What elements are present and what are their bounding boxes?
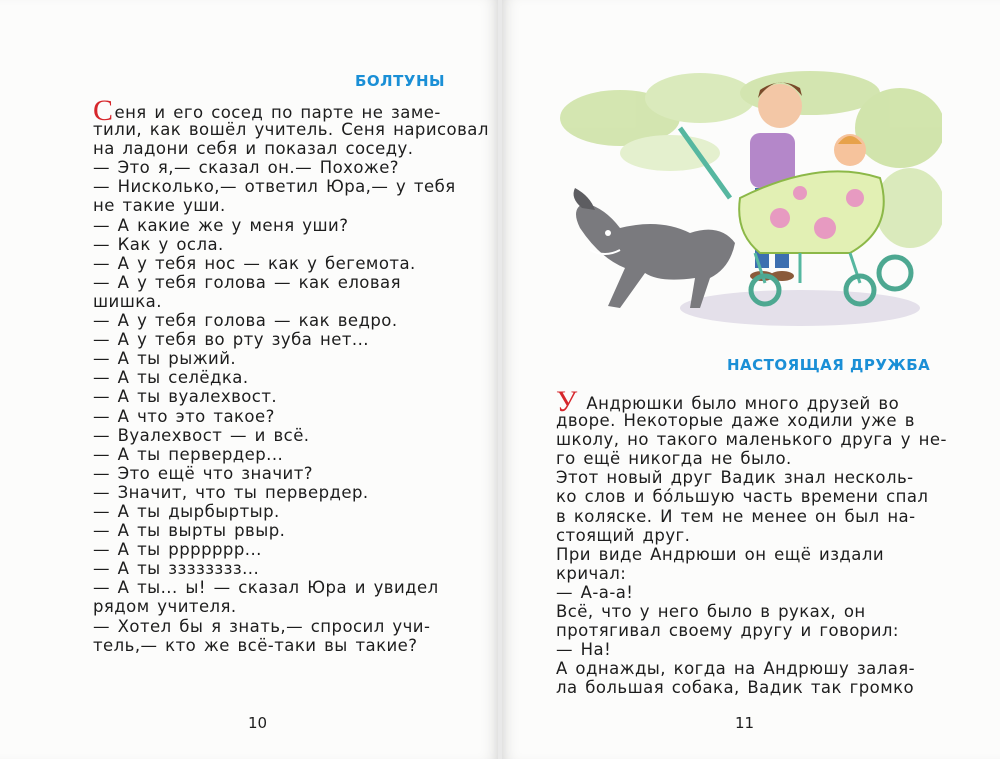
text-line: — А ты селёдка.: [93, 368, 249, 388]
text-line: — А ты зззззззз...: [93, 559, 260, 579]
text-line: — А у тебя голова — как еловая: [93, 272, 401, 292]
text-line: У Андрюшки было много друзей во: [556, 385, 900, 418]
text-line: — А ты вырты рвыр.: [93, 521, 286, 541]
text-line: ла большая собака, Вадик так громко: [556, 678, 915, 698]
text-line: в коляске. И тем не менее он был на-: [556, 506, 916, 526]
text-line: — А ты первердер...: [93, 444, 284, 464]
text-line: — А ты рыжий.: [93, 349, 237, 369]
text-line: шишка.: [93, 291, 162, 311]
text-line: протягивал своему другу и говорил:: [556, 621, 899, 641]
text-line: — А у тебя нос — как у бегемота.: [93, 253, 416, 273]
text-line: — А ты ррррррр...: [93, 540, 262, 560]
text-line: — А какие же у меня уши?: [93, 215, 349, 235]
text-line: ко слов и бóльшую часть времени спал: [556, 487, 929, 507]
text-line: — Это я,— сказал он.— Похоже?: [93, 158, 400, 178]
text-line: рядом учителя.: [93, 597, 237, 617]
text-line: на ладони себя и показал соседу.: [93, 139, 414, 159]
drop-cap: С: [93, 94, 114, 127]
left-page: [0, 0, 498, 759]
illustration-stroller-dog: [550, 58, 942, 348]
text-line: При виде Андрюши он ещё издали: [556, 544, 885, 564]
story-text-left: [93, 94, 489, 655]
text-line: — Хотел бы я знать,— спросил учи-: [93, 616, 431, 636]
text-line: Этот новый друг Вадик знал несколь-: [556, 468, 914, 488]
text-line: — А у тебя голова — как ведро.: [93, 311, 398, 331]
text-line: — Это ещё что значит?: [93, 463, 313, 483]
text-line: кричал:: [556, 563, 627, 583]
story-title-nastoyashchaya-druzhba: НАСТОЯЩАЯ ДРУЖБА: [727, 356, 931, 374]
text-line: — Значит, что ты первердер.: [93, 482, 369, 502]
text-line: — Как у осла.: [93, 234, 224, 254]
dog: [574, 188, 735, 308]
page-number-right: 11: [735, 714, 755, 732]
text-line: тили, как вошёл учитель. Сеня нарисовал: [93, 120, 489, 140]
story-text-right: [556, 385, 947, 698]
text-line: — А-а-а!: [556, 582, 634, 602]
text-line: Всё, что у него было в руках, он: [556, 602, 866, 622]
text-line: А однажды, когда на Андрюшу залая-: [556, 659, 916, 679]
right-page: [502, 0, 1000, 759]
text-line: дворе. Некоторые даже ходили уже в: [556, 411, 915, 431]
text-line: — А ты вуалехвост.: [93, 387, 278, 407]
text-line: Сеня и его сосед по парте не заме-: [93, 94, 441, 127]
text-line: — А ты... ы! — сказал Юра и увидел: [93, 578, 439, 598]
text-line: — Вуалехвост — и всё.: [93, 425, 310, 445]
text-line: — А ты дырбыртыр.: [93, 501, 280, 521]
text-line: — А у тебя во рту зуба нет...: [93, 330, 369, 350]
drop-cap: У: [556, 385, 578, 418]
text-line: стоящий друг.: [556, 525, 691, 545]
text-line: — А что это такое?: [93, 406, 275, 426]
text-line: го ещё никогда не было.: [556, 449, 792, 469]
text-line: — На!: [556, 640, 612, 660]
text-line: школу, но такого маленького друга у не-: [556, 430, 947, 450]
text-line: не такие уши.: [93, 196, 226, 216]
story-title-boltuny: БОЛТУНЫ: [355, 72, 446, 90]
text-line: — Нисколько,— ответил Юра,— у тебя: [93, 177, 456, 197]
page-number-left: 10: [248, 714, 268, 732]
text-line: тель,— кто же всё-таки вы такие?: [93, 635, 418, 655]
